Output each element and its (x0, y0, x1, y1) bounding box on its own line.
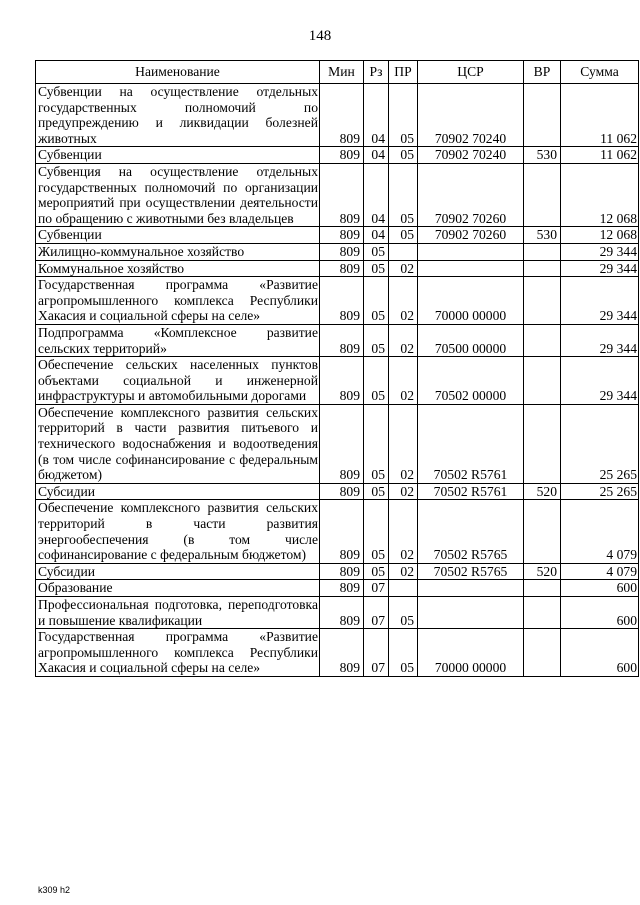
row-pr (389, 243, 418, 260)
row-min: 809 (320, 84, 364, 147)
row-rz: 05 (364, 357, 389, 405)
row-pr: 05 (389, 163, 418, 226)
row-min: 809 (320, 597, 364, 629)
row-rz: 04 (364, 163, 389, 226)
row-min: 809 (320, 357, 364, 405)
row-pr: 05 (389, 629, 418, 677)
row-csr: 70502 R5765 (418, 500, 524, 563)
row-rz: 07 (364, 629, 389, 677)
table-row (36, 597, 639, 629)
row-rz: 07 (364, 597, 389, 629)
table-row (36, 243, 639, 260)
row-min: 809 (320, 483, 364, 500)
row-rz: 07 (364, 580, 389, 597)
column-header-csr: ЦСР (418, 61, 524, 84)
row-vr (524, 404, 561, 483)
row-pr: 02 (389, 277, 418, 325)
table-row (36, 483, 639, 500)
row-name: Образование (36, 580, 320, 597)
table-row (36, 227, 639, 244)
row-pr: 02 (389, 260, 418, 277)
row-csr: 70502 R5761 (418, 483, 524, 500)
row-vr (524, 277, 561, 325)
row-pr: 02 (389, 324, 418, 356)
row-rz: 05 (364, 404, 389, 483)
row-name: Подпрограмма «Комплексное развитие сельских территорий» (36, 324, 320, 356)
table-header-row (36, 61, 639, 84)
row-min: 809 (320, 404, 364, 483)
row-rz: 05 (364, 324, 389, 356)
row-vr (524, 163, 561, 226)
row-rz: 05 (364, 277, 389, 325)
row-name: Субвенции (36, 147, 320, 164)
row-rz: 05 (364, 483, 389, 500)
row-csr: 70902 70260 (418, 227, 524, 244)
row-name: Профессиональная подготовка, переподготовка и повышение квалификации (36, 597, 320, 629)
column-header-name: Наименование (36, 61, 320, 84)
row-min: 809 (320, 500, 364, 563)
row-name: Субсидии (36, 563, 320, 580)
row-sum: 11 062 (561, 84, 639, 147)
table-row (36, 147, 639, 164)
column-header-vr: ВР (524, 61, 561, 84)
row-csr: 70902 70240 (418, 147, 524, 164)
table-row (36, 260, 639, 277)
row-sum: 25 265 (561, 483, 639, 500)
row-vr: 530 (524, 147, 561, 164)
row-pr: 05 (389, 147, 418, 164)
row-name: Обеспечение комплексного развития сельских территорий в части развития питьевого и технического водоснабжения и водоотведения (в том числе софинансирование с федеральным бюджетом) (36, 404, 320, 483)
row-csr: 70502 R5761 (418, 404, 524, 483)
row-sum: 600 (561, 580, 639, 597)
row-vr (524, 84, 561, 147)
row-sum: 11 062 (561, 147, 639, 164)
row-vr (524, 324, 561, 356)
row-rz: 05 (364, 500, 389, 563)
row-min: 809 (320, 277, 364, 325)
row-name: Субсидии (36, 483, 320, 500)
row-vr: 520 (524, 563, 561, 580)
row-pr: 02 (389, 563, 418, 580)
row-csr: 70902 70260 (418, 163, 524, 226)
row-min: 809 (320, 163, 364, 226)
row-pr: 02 (389, 357, 418, 405)
row-min: 809 (320, 580, 364, 597)
row-name: Государственная программа «Развитие агропромышленного комплекса Республики Хакасия и социальной сферы на селе» (36, 629, 320, 677)
page-number: 148 (308, 28, 332, 44)
column-header-min: Мин (320, 61, 364, 84)
row-csr (418, 580, 524, 597)
row-pr: 05 (389, 84, 418, 147)
table-row (36, 277, 639, 325)
footer-code: k309 h2 (38, 885, 71, 895)
row-sum: 4 079 (561, 563, 639, 580)
row-vr: 520 (524, 483, 561, 500)
table-row (36, 500, 639, 563)
row-sum: 29 344 (561, 357, 639, 405)
table-row (36, 580, 639, 597)
row-csr: 70500 00000 (418, 324, 524, 356)
row-vr: 530 (524, 227, 561, 244)
row-csr (418, 243, 524, 260)
row-min: 809 (320, 629, 364, 677)
row-name: Субвенция на осуществление отдельных государственных полномочий по организации мероприятий при осуществлении деятельности по обращению с животными без владельцев (36, 163, 320, 226)
column-header-rz: Рз (364, 61, 389, 84)
row-rz: 04 (364, 84, 389, 147)
row-min: 809 (320, 243, 364, 260)
row-pr: 02 (389, 483, 418, 500)
row-min: 809 (320, 147, 364, 164)
row-vr (524, 629, 561, 677)
row-csr: 70000 00000 (418, 629, 524, 677)
row-sum: 600 (561, 597, 639, 629)
row-sum: 29 344 (561, 277, 639, 325)
row-name: Коммунальное хозяйство (36, 260, 320, 277)
row-name: Обеспечение сельских населенных пунктов объектами социальной и инженерной инфраструктуры и автомобильными дорогами (36, 357, 320, 405)
row-vr (524, 243, 561, 260)
row-rz: 05 (364, 260, 389, 277)
row-name: Субвенции (36, 227, 320, 244)
row-vr (524, 597, 561, 629)
row-sum: 29 344 (561, 260, 639, 277)
row-csr: 70000 00000 (418, 277, 524, 325)
row-pr: 05 (389, 227, 418, 244)
row-rz: 05 (364, 243, 389, 260)
row-name: Жилищно-коммунальное хозяйство (36, 243, 320, 260)
table-row (36, 629, 639, 677)
row-name: Субвенции на осуществление отдельных государственных полномочий по предупреждению и ликвидации болезней животных (36, 84, 320, 147)
row-sum: 600 (561, 629, 639, 677)
row-pr: 02 (389, 404, 418, 483)
table-row (36, 324, 639, 356)
row-csr (418, 260, 524, 277)
row-rz: 05 (364, 563, 389, 580)
row-sum: 29 344 (561, 243, 639, 260)
table-row (36, 163, 639, 226)
row-vr (524, 260, 561, 277)
table-row (36, 404, 639, 483)
row-csr: 70502 R5765 (418, 563, 524, 580)
row-name: Обеспечение комплексного развития сельских территорий в части развития энергообеспечения (в том числе софинансирование с федеральным бюджетом) (36, 500, 320, 563)
row-csr: 70902 70240 (418, 84, 524, 147)
row-min: 809 (320, 324, 364, 356)
row-csr (418, 597, 524, 629)
row-sum: 12 068 (561, 163, 639, 226)
row-pr: 05 (389, 597, 418, 629)
row-rz: 04 (364, 227, 389, 244)
row-min: 809 (320, 227, 364, 244)
table-row (36, 357, 639, 405)
row-rz: 04 (364, 147, 389, 164)
table-row (36, 84, 639, 147)
row-min: 809 (320, 563, 364, 580)
column-header-sum: Сумма (561, 61, 639, 84)
row-pr (389, 580, 418, 597)
row-csr: 70502 00000 (418, 357, 524, 405)
table-row (36, 563, 639, 580)
column-header-pr: ПР (389, 61, 418, 84)
row-vr (524, 580, 561, 597)
row-sum: 4 079 (561, 500, 639, 563)
row-pr: 02 (389, 500, 418, 563)
row-vr (524, 500, 561, 563)
row-sum: 29 344 (561, 324, 639, 356)
row-vr (524, 357, 561, 405)
budget-table (35, 60, 639, 677)
row-sum: 12 068 (561, 227, 639, 244)
row-sum: 25 265 (561, 404, 639, 483)
row-min: 809 (320, 260, 364, 277)
row-name: Государственная программа «Развитие агропромышленного комплекса Республики Хакасия и социальной сферы на селе» (36, 277, 320, 325)
